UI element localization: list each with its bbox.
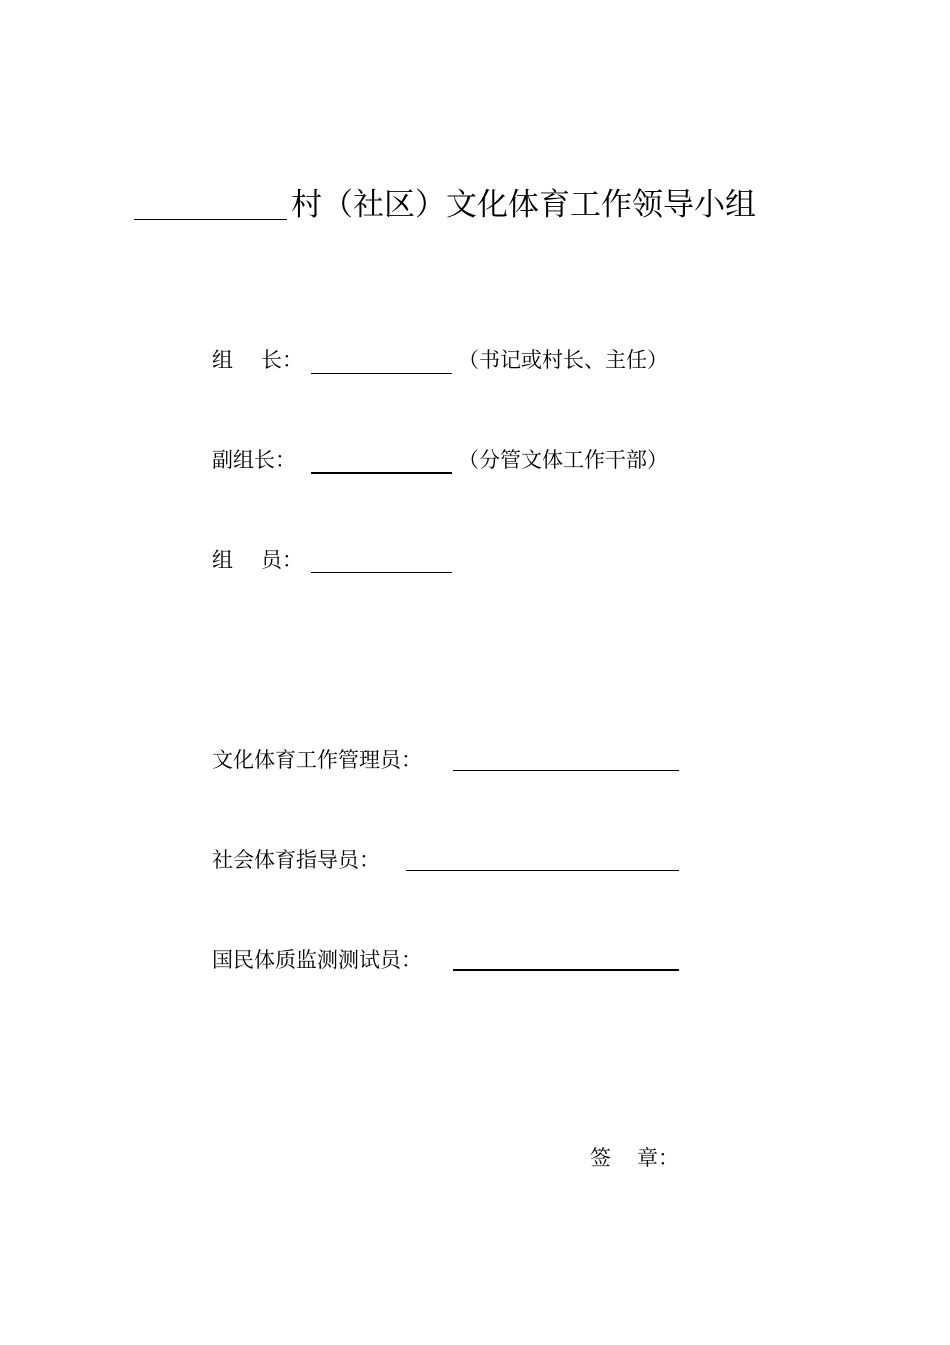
leader-note: （书记或村长、主任） bbox=[458, 348, 668, 372]
monitor-blank[interactable] bbox=[453, 969, 679, 971]
monitor-label: 国民体质监测测试员： bbox=[212, 948, 422, 972]
coach-blank[interactable] bbox=[406, 870, 679, 871]
admin-label: 文化体育工作管理员： bbox=[212, 748, 422, 772]
leader-label-char2: 长： bbox=[261, 348, 303, 372]
coach-label: 社会体育指导员： bbox=[212, 848, 380, 872]
vice-leader-note: （分管文体工作干部） bbox=[458, 448, 668, 472]
leader-label bbox=[212, 350, 303, 371]
signature-label-char1: 签 bbox=[590, 1146, 611, 1170]
member-label-char2: 员： bbox=[261, 548, 303, 572]
leader-blank[interactable] bbox=[311, 373, 452, 374]
village-name-blank[interactable] bbox=[134, 219, 287, 220]
admin-blank[interactable] bbox=[453, 770, 679, 771]
signature-label-char2: 章： bbox=[637, 1146, 679, 1170]
member-label-char1: 组 bbox=[212, 548, 233, 572]
signature-label bbox=[590, 1148, 679, 1169]
leader-label-char1: 组 bbox=[212, 348, 233, 372]
vice-leader-blank[interactable] bbox=[311, 472, 452, 474]
member-blank[interactable] bbox=[311, 572, 452, 573]
vice-leader-label: 副组长： bbox=[212, 448, 296, 472]
page-title: 村（社区）文化体育工作领导小组 bbox=[291, 187, 756, 223]
member-label bbox=[212, 550, 303, 571]
